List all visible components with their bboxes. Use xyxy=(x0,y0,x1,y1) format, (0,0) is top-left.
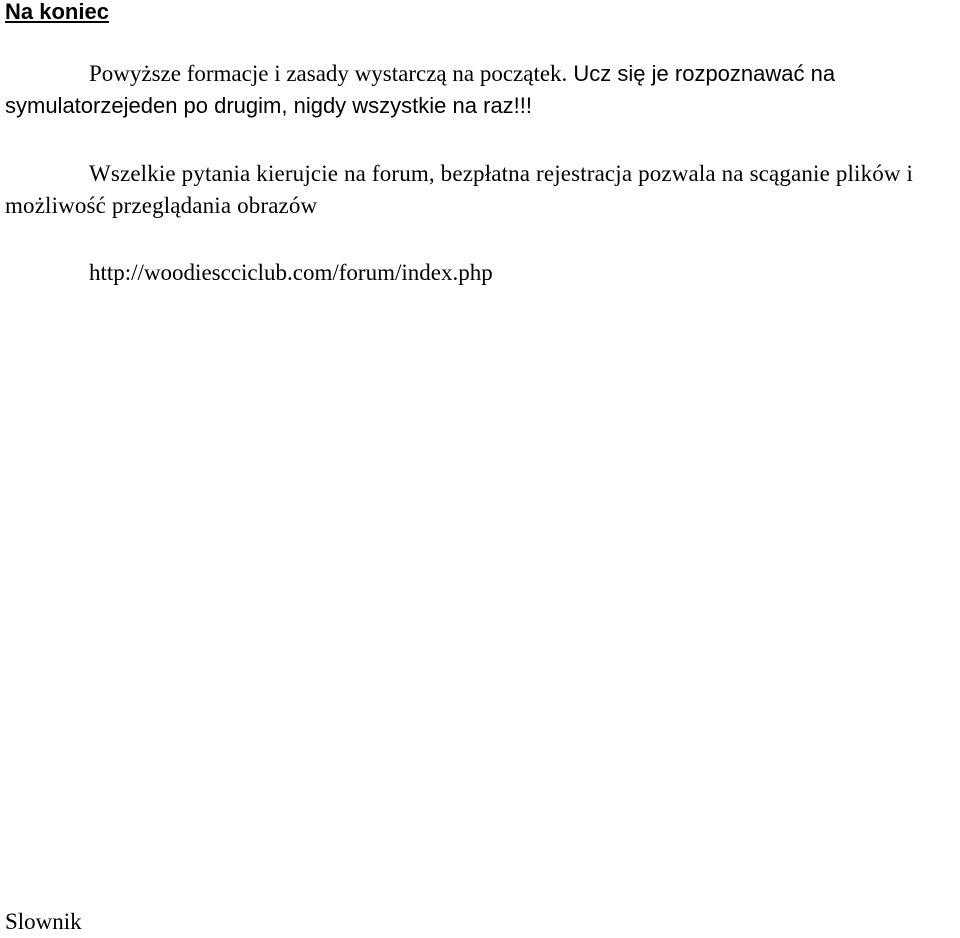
section-heading: Na koniec xyxy=(5,0,109,24)
intro-paragraph xyxy=(5,58,955,122)
next-section-label: Slownik xyxy=(5,909,82,934)
intro-lead-text: Powyższe formacje i zasady wystarczą na początek. xyxy=(89,61,568,86)
forum-info-paragraph: Wszelkie pytania kierujcie na forum, bezpłatna rejestracja pozwala na scąganie plików i możliwość przeglądania obrazów xyxy=(5,161,914,218)
intro-rest-text: Ucz się je rozpoznawać na symulatorzejeden po drugim, nigdy wszystkie na raz!!! xyxy=(5,61,836,118)
forum-link[interactable]: http://woodiescciclub.com/forum/index.php xyxy=(89,260,493,285)
